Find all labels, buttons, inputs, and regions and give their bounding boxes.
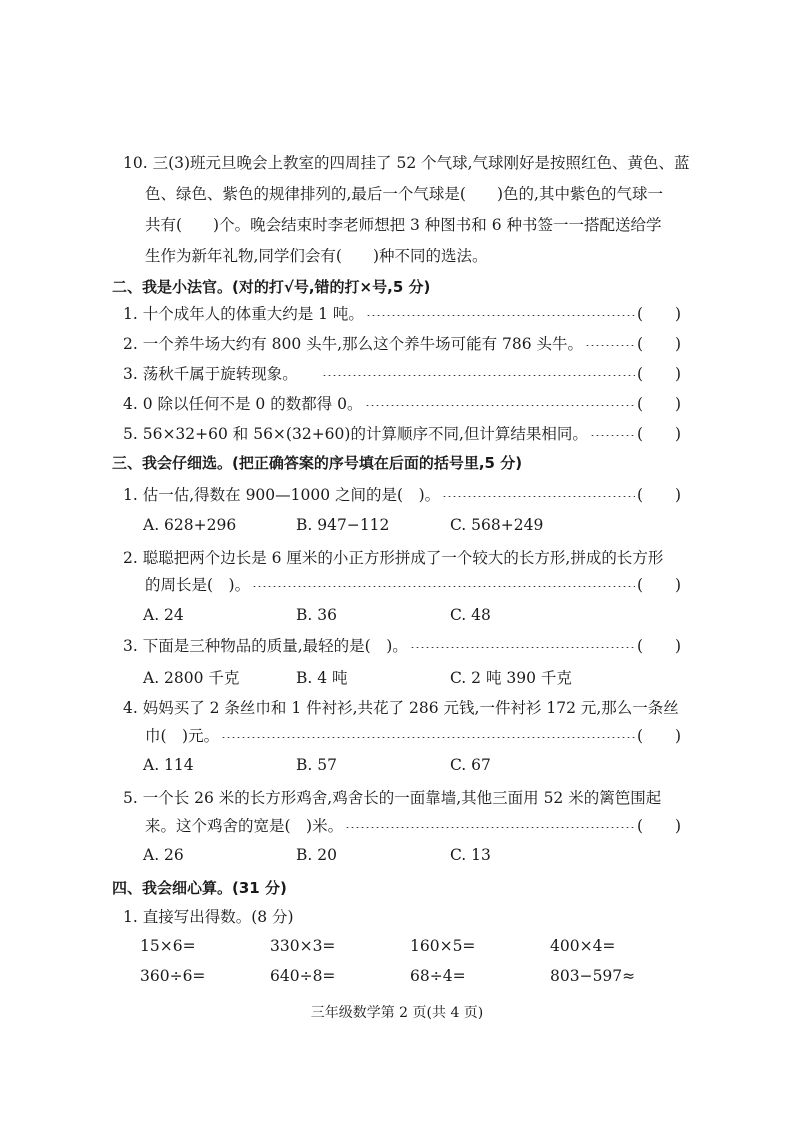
answer-parens[interactable] bbox=[637, 329, 681, 359]
choice-q2-option-b[interactable]: B. 36 bbox=[296, 606, 337, 624]
paren-open: ( bbox=[637, 365, 644, 383]
choice-q2-line-1: 2. 聪聪把两个边长是 6 厘米的小正方形拼成了一个较大的长方形,拼成的长方形 bbox=[123, 549, 664, 567]
paren-open: ( bbox=[637, 335, 644, 353]
choice-q2-stem: 的周长是( )。 bbox=[145, 576, 251, 594]
leader-dots bbox=[322, 375, 635, 376]
calc-item: 640÷8= bbox=[270, 967, 336, 985]
leader-dots bbox=[585, 345, 635, 346]
page-footer: 三年级数学第 2 页(共 4 页) bbox=[310, 1005, 484, 1021]
section-4-sub-1: 1. 直接写出得数。(8 分) bbox=[123, 908, 294, 926]
calc-item: 330×3= bbox=[270, 937, 336, 955]
choice-q5-stem: 来。这个鸡舍的宽是( )米。 bbox=[145, 817, 344, 835]
choice-q4-line-1: 4. 妈妈买了 2 条丝巾和 1 件衬衫,共花了 286 元钱,一件衬衫 172 元,那么一条丝 bbox=[123, 699, 679, 717]
leader-dots bbox=[410, 647, 635, 648]
q10-line-1: 10. 三(3)班元旦晚会上教室的四周挂了 52 个气球,气球刚好是按照红色、黄色、蓝 bbox=[123, 154, 690, 172]
choice-q5-option-c[interactable]: C. 13 bbox=[450, 846, 491, 864]
choice-q3-option-b[interactable]: B. 4 吨 bbox=[296, 669, 348, 687]
paren-open: ( bbox=[637, 817, 644, 835]
paren-open: ( bbox=[637, 425, 644, 443]
paren-close: ) bbox=[674, 365, 681, 383]
choice-q1-stem: 1. 估一估,得数在 900—1000 之间的是( )。 bbox=[123, 486, 441, 504]
leader-dots bbox=[221, 737, 635, 738]
judge-item-2-text: 2. 一个养牛场大约有 800 头牛,那么这个养牛场可能有 786 头牛。 bbox=[123, 335, 584, 353]
judge-item-2 bbox=[123, 329, 681, 359]
leader-dots bbox=[366, 315, 635, 316]
answer-parens[interactable] bbox=[637, 480, 681, 510]
calc-item: 360÷6= bbox=[140, 967, 206, 985]
answer-parens[interactable] bbox=[637, 389, 681, 419]
answer-parens[interactable] bbox=[637, 419, 681, 449]
section-2-title: 二、我是小法官。(对的打√号,错的打×号,5 分) bbox=[112, 278, 431, 296]
answer-parens[interactable] bbox=[637, 811, 681, 841]
answer-parens[interactable] bbox=[637, 359, 681, 389]
leader-dots bbox=[252, 586, 635, 587]
judge-item-5-text: 5. 56×32+60 和 56×(32+60)的计算顺序不同,但计算结果相同。 bbox=[123, 425, 588, 443]
paren-close: ) bbox=[674, 425, 681, 443]
leader-dots bbox=[442, 496, 635, 497]
judge-item-3-text: 3. 荡秋千属于旋转现象。 bbox=[123, 365, 298, 383]
leader-dots bbox=[365, 405, 635, 406]
paren-open: ( bbox=[637, 305, 644, 323]
paren-open: ( bbox=[637, 395, 644, 413]
choice-q5-option-a[interactable]: A. 26 bbox=[143, 846, 184, 864]
q10-line-2: 色、绿色、紫色的规律排列的,最后一个气球是( )色的,其中紫色的气球一 bbox=[145, 185, 663, 203]
judge-item-3 bbox=[123, 359, 681, 389]
choice-q3-option-c[interactable]: C. 2 吨 390 千克 bbox=[450, 669, 572, 687]
judge-item-4-text: 4. 0 除以任何不是 0 的数都得 0。 bbox=[123, 395, 363, 413]
q10-line-4: 生作为新年礼物,同学们会有( )种不同的选法。 bbox=[145, 247, 488, 265]
choice-q4-stem: 巾( )元。 bbox=[145, 727, 220, 745]
choice-q4 bbox=[145, 721, 681, 751]
choice-q5-option-b[interactable]: B. 20 bbox=[296, 846, 337, 864]
paren-close: ) bbox=[674, 637, 681, 655]
paren-open: ( bbox=[637, 637, 644, 655]
judge-item-5 bbox=[123, 419, 681, 449]
section-4-title: 四、我会细心算。(31 分) bbox=[112, 879, 287, 897]
choice-q4-option-b[interactable]: B. 57 bbox=[296, 756, 337, 774]
calc-item: 68÷4= bbox=[410, 967, 466, 985]
choice-q1-option-b[interactable]: B. 947−112 bbox=[296, 516, 390, 534]
calc-item: 15×6= bbox=[140, 937, 196, 955]
leader-dots bbox=[590, 435, 635, 436]
answer-parens[interactable] bbox=[637, 631, 681, 661]
section-3-title: 三、我会仔细选。(把正确答案的序号填在后面的括号里,5 分) bbox=[112, 454, 523, 472]
answer-parens[interactable] bbox=[637, 570, 681, 600]
judge-item-4 bbox=[123, 389, 681, 419]
choice-q2-option-a[interactable]: A. 24 bbox=[143, 606, 184, 624]
leader-dots bbox=[345, 827, 635, 828]
paren-close: ) bbox=[674, 817, 681, 835]
choice-q2 bbox=[145, 570, 681, 600]
paren-close: ) bbox=[674, 486, 681, 504]
choice-q2-option-c[interactable]: C. 48 bbox=[450, 606, 491, 624]
choice-q1 bbox=[123, 480, 681, 510]
choice-q1-option-a[interactable]: A. 628+296 bbox=[143, 516, 237, 534]
calc-item: 803−597≈ bbox=[550, 967, 636, 985]
judge-item-1 bbox=[123, 299, 681, 329]
choice-q1-option-c[interactable]: C. 568+249 bbox=[450, 516, 544, 534]
paren-close: ) bbox=[674, 395, 681, 413]
calc-item: 400×4= bbox=[550, 937, 616, 955]
calc-item: 160×5= bbox=[410, 937, 476, 955]
choice-q4-option-a[interactable]: A. 114 bbox=[143, 756, 194, 774]
q10-line-3: 共有( )个。晚会结束时李老师想把 3 种图书和 6 种书签一一搭配送给学 bbox=[145, 216, 662, 234]
choice-q3 bbox=[123, 631, 681, 661]
paren-open: ( bbox=[637, 486, 644, 504]
choice-q5-line-1: 5. 一个长 26 米的长方形鸡舍,鸡舍长的一面靠墙,其他三面用 52 米的篱笆围起 bbox=[123, 789, 662, 807]
paren-close: ) bbox=[674, 576, 681, 594]
choice-q4-option-c[interactable]: C. 67 bbox=[450, 756, 491, 774]
choice-q3-stem: 3. 下面是三种物品的质量,最轻的是( )。 bbox=[123, 637, 408, 655]
paren-close: ) bbox=[674, 305, 681, 323]
answer-parens[interactable] bbox=[637, 299, 681, 329]
choice-q3-option-a[interactable]: A. 2800 千克 bbox=[143, 669, 240, 687]
choice-q5 bbox=[145, 811, 681, 841]
answer-parens[interactable] bbox=[637, 721, 681, 751]
paren-open: ( bbox=[637, 576, 644, 594]
paren-close: ) bbox=[674, 727, 681, 745]
paren-close: ) bbox=[674, 335, 681, 353]
paren-open: ( bbox=[637, 727, 644, 745]
judge-item-1-text: 1. 十个成年人的体重大约是 1 吨。 bbox=[123, 305, 364, 323]
